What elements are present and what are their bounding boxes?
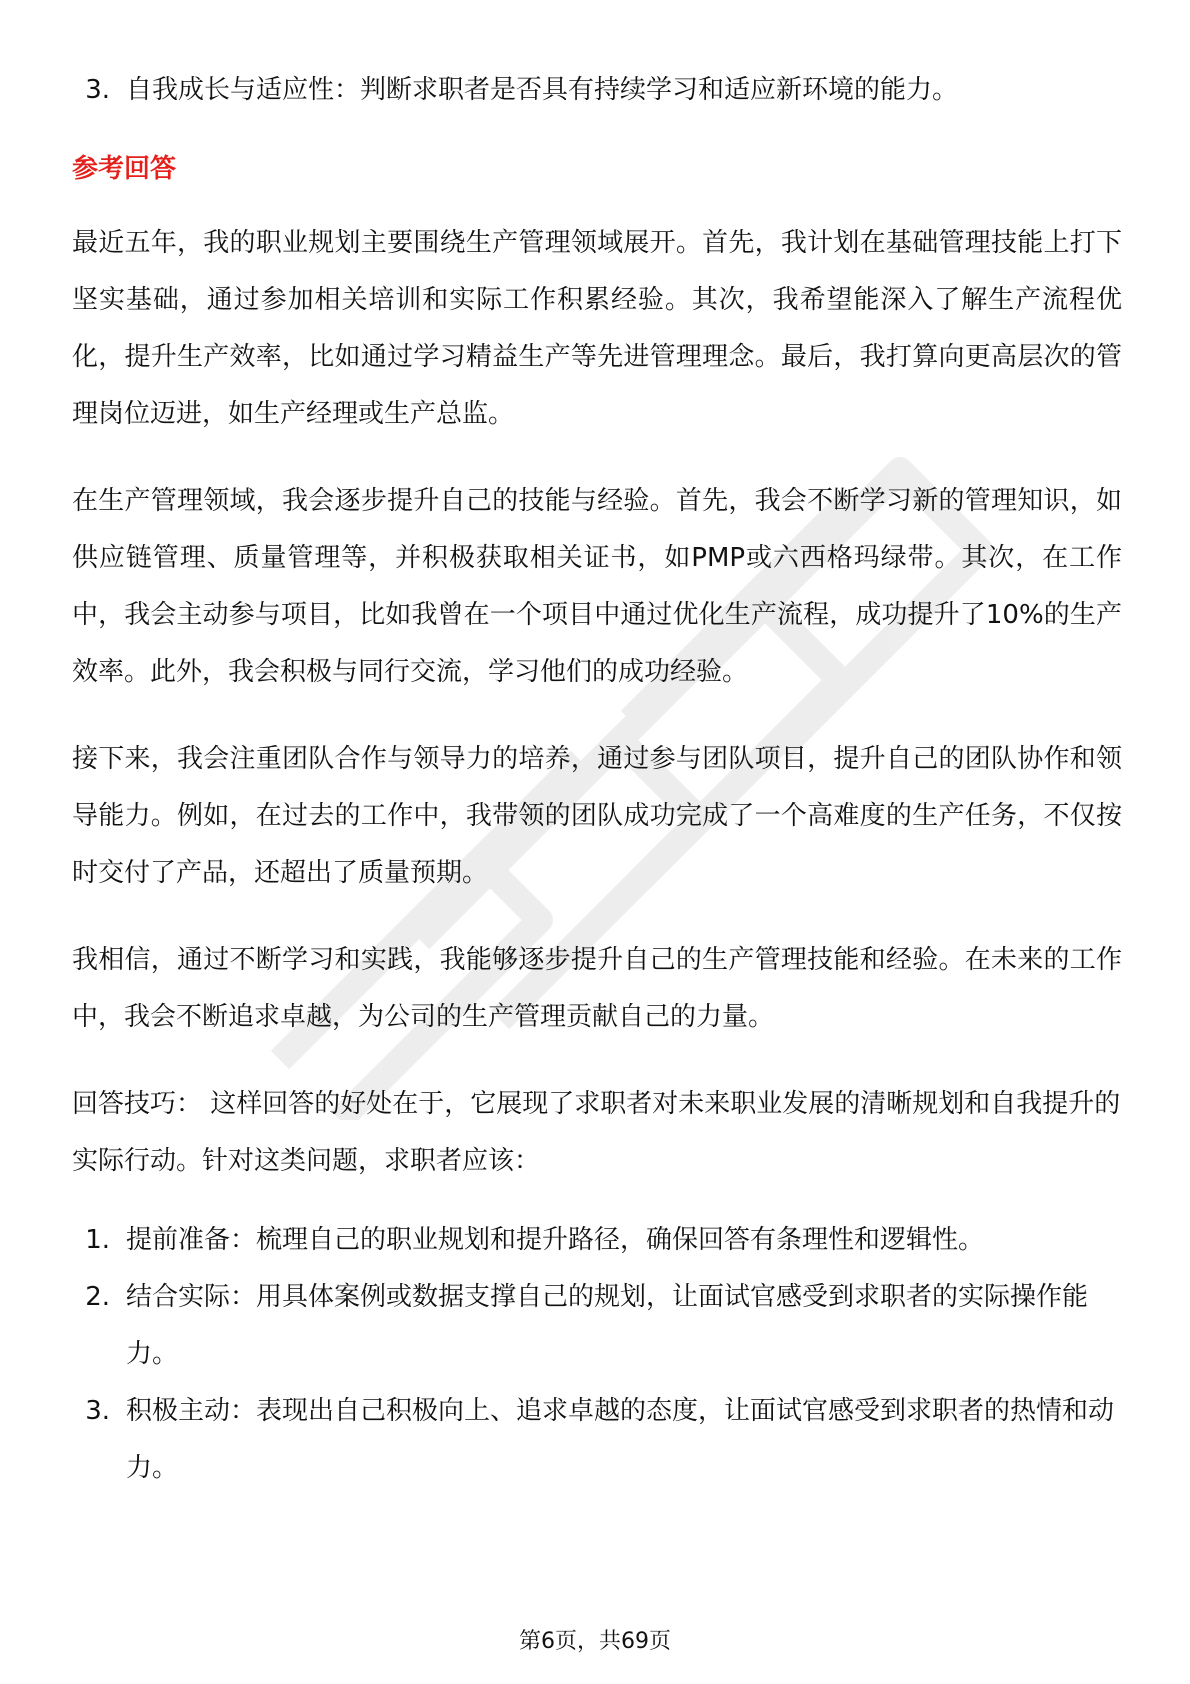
answer-tips-paragraph: 回答技巧： 这样回答的好处在于，它展现了求职者对未来职业发展的清晰规划和自我提升的实际行动。针对这类问题，求职者应该：: [72, 1089, 1121, 1176]
list-item: [72, 1212, 1122, 1269]
list-text: 结合实际：用具体案例或数据支撑自己的规划，让面试官感受到求职者的实际操作能力。: [126, 1282, 1089, 1369]
content-area: [72, 62, 1122, 1497]
list-text: 自我成长与适应性：判断求职者是否具有持续学习和适应新环境的能力。: [126, 75, 959, 105]
answer-paragraph: 最近五年，我的职业规划主要围绕生产管理领域展开。首先，我计划在基础管理技能上打下坚实基础，通过参加相关培训和实际工作积累经验。其次，我希望能深入了解生产流程优化，提升生产效率，比如通过学习精益生产等先进管理理念。最后，我打算向更高层次的管理岗位迈进，如生产经理或生产总监。: [72, 228, 1122, 429]
evaluation-points-list: [72, 62, 1122, 119]
answer-paragraph: 我相信，通过不断学习和实践，我能够逐步提升自己的生产管理技能和经验。在未来的工作中，我会不断追求卓越，为公司的生产管理贡献自己的力量。: [72, 945, 1122, 1032]
tips-list: [72, 1212, 1122, 1497]
answer-paragraph: 在生产管理领域，我会逐步提升自己的技能与经验。首先，我会不断学习新的管理知识，如供应链管理、质量管理等，并积极获取相关证书，如PMP或六西格玛绿带。其次，在工作中，我会主动参与项目，比如我曾在一个项目中通过优化生产流程，成功提升了10%的生产效率。此外，我会积极与同行交流，学习他们的成功经验。: [72, 486, 1122, 687]
list-item: [72, 62, 1122, 119]
list-number: 1.: [85, 1225, 110, 1255]
list-number: 2.: [85, 1282, 110, 1312]
answer-paragraph: 接下来，我会注重团队合作与领导力的培养，通过参与团队项目，提升自己的团队协作和领导能力。例如，在过去的工作中，我带领的团队成功完成了一个高难度的生产任务，不仅按时交付了产品，还超出了质量预期。: [72, 744, 1122, 888]
page-number-footer: 第6页，共69页: [519, 1629, 671, 1654]
list-text: 提前准备：梳理自己的职业规划和提升路径，确保回答有条理性和逻辑性。: [126, 1225, 985, 1255]
list-item: [72, 1383, 1122, 1497]
list-number: 3.: [85, 75, 110, 105]
list-number: 3.: [85, 1396, 110, 1426]
reference-answer-title: 参考回答: [72, 154, 177, 184]
list-item: [72, 1269, 1122, 1383]
list-text: 积极主动：表现出自己积极向上、追求卓越的态度，让面试官感受到求职者的热情和动力。: [126, 1396, 1115, 1483]
